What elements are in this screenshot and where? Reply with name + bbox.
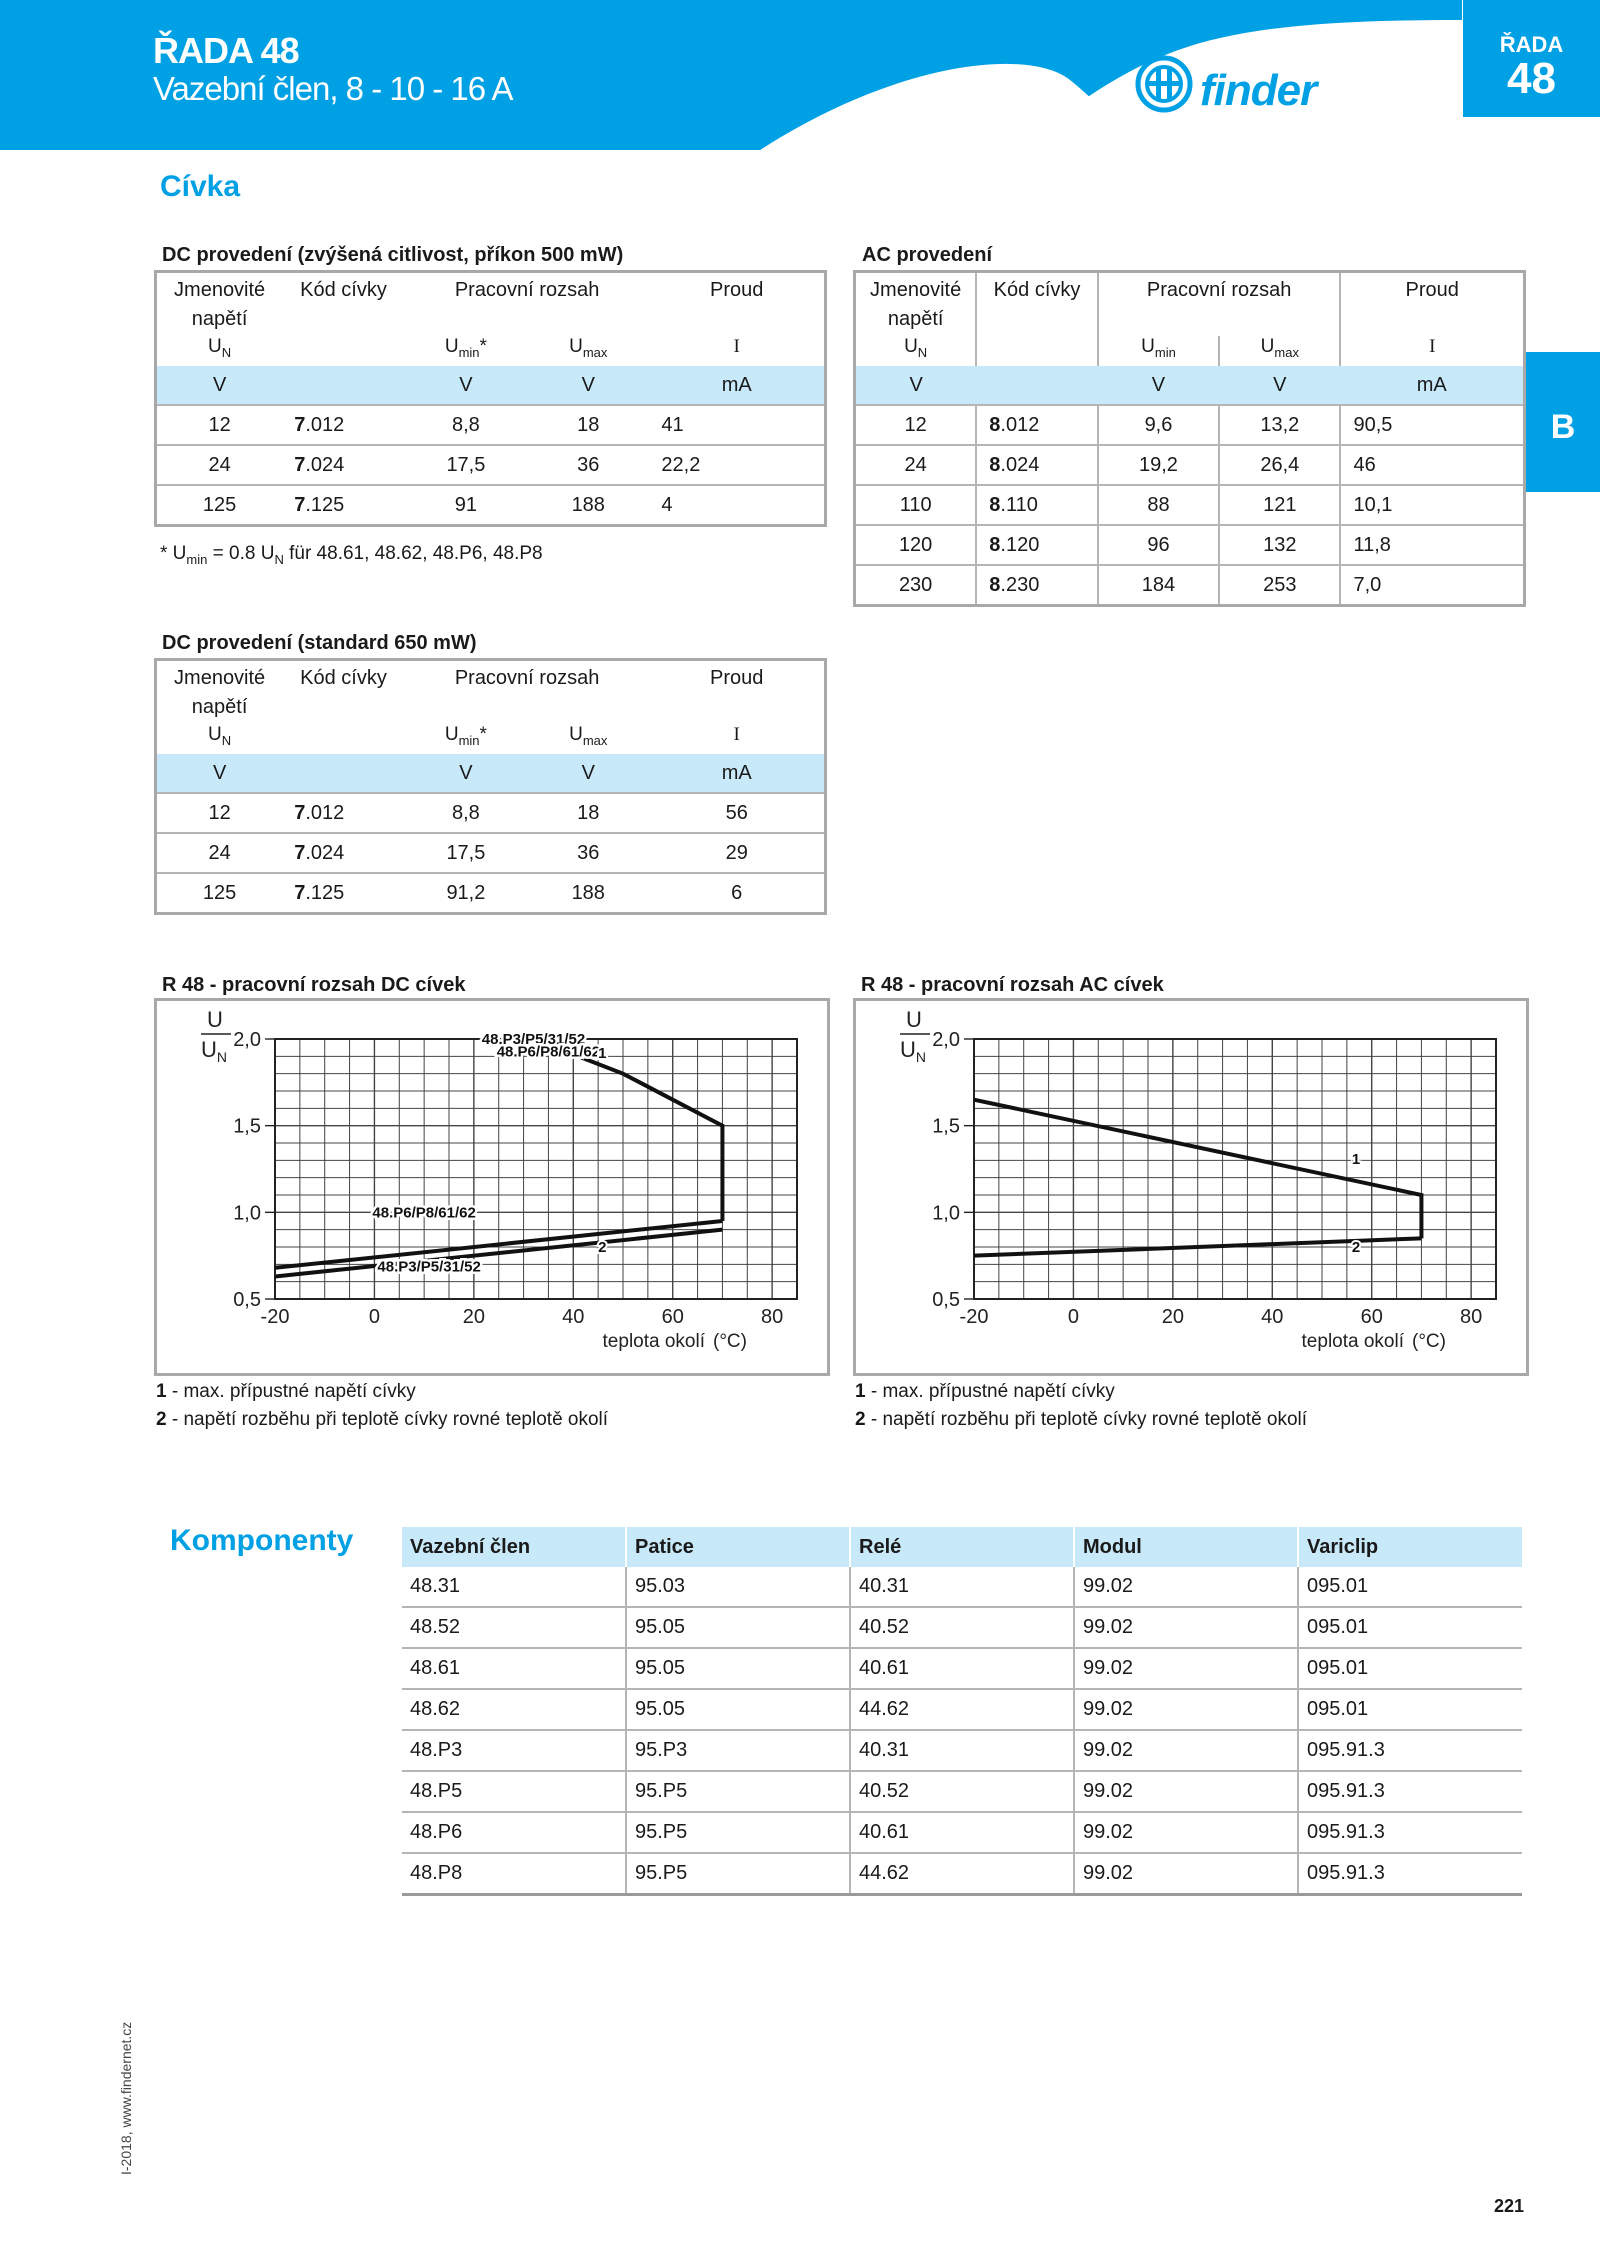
table-cell: 48.52 <box>402 1607 626 1648</box>
cell-un: 24 <box>855 445 977 485</box>
sym-i: I <box>733 724 740 745</box>
table-cell: 44.62 <box>850 1689 1074 1730</box>
dc-chart-legend <box>156 1378 608 1434</box>
cell-umax: 18 <box>527 793 649 833</box>
x-tick-label: 40 <box>562 1306 585 1328</box>
table-cell: 48.P5 <box>402 1771 626 1812</box>
unit-v: V <box>156 366 283 405</box>
sym-umin: $U_{min}$ <box>1098 336 1219 366</box>
table-cell: 40.52 <box>850 1771 1074 1812</box>
series-tab <box>1463 0 1600 117</box>
ac-chart-title: R 48 - pracovní rozsah AC cívek <box>861 974 1164 996</box>
table-cell: 99.02 <box>1074 1567 1298 1607</box>
table-cell: 48.61 <box>402 1648 626 1689</box>
unit-v: V <box>405 754 527 793</box>
cell-i: 41 <box>649 405 825 445</box>
table-row <box>402 1730 1522 1771</box>
cell-umin: 8,8 <box>405 793 527 833</box>
components-col-header: Variclip <box>1298 1527 1522 1567</box>
dc-chart-title: R 48 - pracovní rozsah DC cívek <box>162 974 466 996</box>
series-title: ŘADA 48 <box>153 30 299 71</box>
table-cell: 95.P5 <box>626 1812 850 1853</box>
cell-i: 6 <box>649 873 825 914</box>
table-cell: 40.52 <box>850 1607 1074 1648</box>
section-title-coil: Cívka <box>160 170 241 203</box>
side-tab-b: B <box>1526 352 1600 492</box>
legend-item-2: 2 - napětí rozběhu při teplotě cívky rovné teplotě okolí <box>855 1409 1308 1430</box>
cell-umax: 18 <box>527 405 649 445</box>
x-tick-label: 80 <box>761 1306 784 1328</box>
sym-umax: $U_{max}$ <box>569 724 608 748</box>
table-row <box>855 445 1525 485</box>
y-tick-label: 0,5 <box>932 1289 960 1311</box>
dc-sensitive-note: * $U_{min} = 0.8$ $U_N$ für 48.61, 48.62, 48.P6, 48.P8 <box>160 543 543 567</box>
sym-umax: $U_{max}$ <box>569 336 608 360</box>
cell-umax: 36 <box>527 445 649 485</box>
plot-border <box>974 1039 1496 1299</box>
ac-range-chart <box>856 1001 1526 1373</box>
unit-v: V <box>1219 366 1340 405</box>
table-cell: 095.01 <box>1298 1607 1522 1648</box>
table-cell: 95.03 <box>626 1567 850 1607</box>
sym-umin: $U_{min}*$ <box>444 724 487 748</box>
chart-annotation: 48.P3/P5/31/52 <box>377 1258 481 1276</box>
table-cell: 95.05 <box>626 1648 850 1689</box>
hdr-coil-code: Kód cívky <box>976 272 1098 337</box>
cell-code: 7.024 <box>282 833 405 873</box>
chart-annotation: 2 <box>598 1239 607 1257</box>
table-cell: 95.P5 <box>626 1771 850 1812</box>
cell-i: 90,5 <box>1340 405 1524 445</box>
table-cell: 99.02 <box>1074 1607 1298 1648</box>
cell-umin: 91 <box>405 485 527 526</box>
table-row <box>402 1853 1522 1895</box>
table-row <box>156 873 826 914</box>
table-cell: 48.P8 <box>402 1853 626 1895</box>
cell-umax: 26,4 <box>1219 445 1340 485</box>
cell-umin: 9,6 <box>1098 405 1219 445</box>
finder-logo-icon <box>1134 54 1194 114</box>
hdr-nominal-voltage: Jmenovité napětí <box>870 279 962 330</box>
table-cell: 95.05 <box>626 1607 850 1648</box>
hdr-working-range: Pracovní rozsah <box>1098 272 1341 337</box>
x-tick-label: 60 <box>661 1306 684 1328</box>
unit-ma: mA <box>1340 366 1524 405</box>
cell-code: 8.120 <box>976 525 1098 565</box>
hdr-working-range: Pracovní rozsah <box>454 279 600 301</box>
table-row <box>855 565 1525 606</box>
table-cell: 095.91.3 <box>1298 1812 1522 1853</box>
table-cell: 40.31 <box>850 1730 1074 1771</box>
cell-code: 7.125 <box>282 873 405 914</box>
ac-chart-frame <box>853 998 1529 1376</box>
sym-un: $U_N$ <box>208 724 232 748</box>
hdr-nominal-voltage: Jmenovité napětí <box>174 279 266 330</box>
table-cell: 40.61 <box>850 1812 1074 1853</box>
series-subtitle: Vazební člen, 8 - 10 - 16 A <box>153 70 513 107</box>
dc-range-chart <box>157 1001 827 1373</box>
sym-un: $U_N$ <box>208 336 232 360</box>
cell-umin: 19,2 <box>1098 445 1219 485</box>
ac-title: AC provedení <box>862 244 993 266</box>
cell-code: 7.125 <box>282 485 405 526</box>
components-col-header: Patice <box>626 1527 850 1567</box>
table-cell: 48.62 <box>402 1689 626 1730</box>
table-row <box>156 833 826 873</box>
cell-umax: 121 <box>1219 485 1340 525</box>
cell-i: 7,0 <box>1340 565 1524 606</box>
cell-code: 8.024 <box>976 445 1098 485</box>
components-col-header: Relé <box>850 1527 1074 1567</box>
x-axis-unit: (°C) <box>1412 1331 1446 1352</box>
unit-v: V <box>1098 366 1219 405</box>
table-row <box>156 485 826 526</box>
unit-v: V <box>405 366 527 405</box>
chart-annotation: 48.P6/P8/61/62 <box>496 1043 601 1061</box>
x-axis-label: teplota okolí <box>1301 1331 1404 1352</box>
cell-code: 7.024 <box>282 445 405 485</box>
cell-umin: 8,8 <box>405 405 527 445</box>
components-col-header: Modul <box>1074 1527 1298 1567</box>
cell-code: 8.110 <box>976 485 1098 525</box>
unit-v: V <box>527 366 649 405</box>
cell-un: 110 <box>855 485 977 525</box>
y-axis-denominator: $U_N$ <box>201 1037 228 1065</box>
x-tick-label: 0 <box>1067 1306 1079 1328</box>
series-tab-word: ŘADA <box>1499 32 1564 57</box>
table-cell: 095.91.3 <box>1298 1771 1522 1812</box>
x-tick-label: 80 <box>1460 1306 1483 1328</box>
table-cell: 48.P6 <box>402 1812 626 1853</box>
dc-sensitive-title: DC provedení (zvýšená citlivost, příkon 500 mW) <box>162 244 624 266</box>
cell-i: 56 <box>649 793 825 833</box>
x-tick-label: 60 <box>1360 1306 1383 1328</box>
table-cell: 95.P5 <box>626 1853 850 1895</box>
table-row <box>402 1648 1522 1689</box>
cell-umin: 17,5 <box>405 833 527 873</box>
chart-annotation: 48.P3/P5/31/52 <box>481 1031 586 1049</box>
table-cell: 40.61 <box>850 1648 1074 1689</box>
legend-item-1: 1 - max. přípustné napětí cívky <box>855 1381 1115 1402</box>
cell-un: 125 <box>156 485 283 526</box>
table-cell: 99.02 <box>1074 1730 1298 1771</box>
brand-logo-text: finder <box>1200 66 1317 115</box>
cell-umax: 188 <box>527 485 649 526</box>
table-row <box>156 405 826 445</box>
dc-standard-table <box>154 658 827 915</box>
cell-un: 12 <box>156 405 283 445</box>
y-tick-label: 1,5 <box>932 1115 960 1138</box>
table-cell: 95.05 <box>626 1689 850 1730</box>
y-tick-label: 1,5 <box>233 1115 261 1138</box>
cell-i: 4 <box>649 485 825 526</box>
cell-umax: 253 <box>1219 565 1340 606</box>
hdr-working-range: Pracovní rozsah <box>454 667 600 689</box>
x-axis-unit: (°C) <box>713 1331 747 1352</box>
cell-umin: 17,5 <box>405 445 527 485</box>
cell-un: 125 <box>156 873 283 914</box>
section-title-components: Komponenty <box>170 1524 354 1557</box>
table-row <box>855 525 1525 565</box>
table-cell: 44.62 <box>850 1853 1074 1895</box>
unit-v: V <box>855 366 977 405</box>
cell-umax: 36 <box>527 833 649 873</box>
table-cell: 48.31 <box>402 1567 626 1607</box>
table-cell: 40.31 <box>850 1567 1074 1607</box>
table-cell: 99.02 <box>1074 1853 1298 1895</box>
table-cell: 095.01 <box>1298 1567 1522 1607</box>
y-tick-label: 2,0 <box>233 1029 261 1051</box>
dc-sensitive-table <box>154 270 827 527</box>
table-cell: 99.02 <box>1074 1812 1298 1853</box>
cell-un: 230 <box>855 565 977 606</box>
cell-umin: 96 <box>1098 525 1219 565</box>
table-cell: 99.02 <box>1074 1648 1298 1689</box>
y-tick-label: 1,0 <box>233 1202 261 1225</box>
hdr-coil-code: Kód cívky <box>300 667 387 689</box>
y-axis-numerator: U <box>906 1007 922 1032</box>
cell-umax: 188 <box>527 873 649 914</box>
hdr-current: Proud <box>710 279 764 301</box>
table-row <box>855 485 1525 525</box>
footer-side-text: I-2018, www.findernet.cz <box>118 2021 134 2175</box>
cell-un: 12 <box>156 793 283 833</box>
table-row <box>402 1771 1522 1812</box>
table-cell: 095.91.3 <box>1298 1730 1522 1771</box>
table-row <box>402 1567 1522 1607</box>
table-row <box>402 1607 1522 1648</box>
cell-i: 11,8 <box>1340 525 1524 565</box>
series-tab-number: 48 <box>1507 54 1556 103</box>
hdr-coil-code: Kód cívky <box>300 279 387 301</box>
x-tick-label: -20 <box>959 1306 989 1328</box>
ac-chart-legend <box>855 1378 1307 1434</box>
cell-code: 8.230 <box>976 565 1098 606</box>
chart-annotation: 48.P6/P8/61/62 <box>372 1204 476 1222</box>
cell-code: 7.012 <box>282 405 405 445</box>
y-axis-denominator: $U_N$ <box>900 1037 927 1065</box>
x-tick-label: -20 <box>260 1306 290 1328</box>
cell-i: 29 <box>649 833 825 873</box>
y-axis-numerator: U <box>207 1007 223 1032</box>
table-row <box>855 405 1525 445</box>
x-tick-label: 0 <box>368 1306 380 1328</box>
hdr-current: Proud <box>710 667 764 689</box>
table-cell: 99.02 <box>1074 1689 1298 1730</box>
cell-umin: 91,2 <box>405 873 527 914</box>
y-tick-label: 1,0 <box>932 1202 960 1225</box>
cell-un: 24 <box>156 445 283 485</box>
hdr-current: Proud <box>1340 272 1524 337</box>
table-row <box>156 445 826 485</box>
y-tick-label: 2,0 <box>932 1029 960 1051</box>
cell-umax: 132 <box>1219 525 1340 565</box>
unit-v: V <box>527 754 649 793</box>
x-tick-label: 20 <box>462 1306 485 1328</box>
ac-table <box>853 270 1526 607</box>
components-col-header: Vazební člen <box>402 1527 626 1567</box>
chart-annotation: 2 <box>1351 1239 1361 1257</box>
cell-i: 22,2 <box>649 445 825 485</box>
table-row <box>402 1689 1522 1730</box>
unit-ma: mA <box>649 754 825 793</box>
table-row <box>402 1812 1522 1853</box>
cell-umax: 13,2 <box>1219 405 1340 445</box>
cell-un: 120 <box>855 525 977 565</box>
y-tick-label: 0,5 <box>233 1289 261 1311</box>
page-number: 221 <box>1494 2196 1525 2216</box>
chart-annotation: 1 <box>1351 1150 1361 1168</box>
table-cell: 095.01 <box>1298 1648 1522 1689</box>
legend-item-2: 2 - napětí rozběhu při teplotě cívky rovné teplotě okolí <box>156 1409 609 1430</box>
x-tick-label: 20 <box>1161 1306 1184 1328</box>
dc-standard-title: DC provedení (standard 650 mW) <box>162 632 477 654</box>
table-cell: 48.P3 <box>402 1730 626 1771</box>
table-row <box>156 793 826 833</box>
cell-code: 7.012 <box>282 793 405 833</box>
table-cell: 95.P3 <box>626 1730 850 1771</box>
cell-umin: 184 <box>1098 565 1219 606</box>
unit-v: V <box>156 754 283 793</box>
components-table <box>402 1527 1522 1896</box>
cell-un: 24 <box>156 833 283 873</box>
x-axis-label: teplota okolí <box>602 1331 705 1352</box>
sym-i: I <box>1340 336 1524 366</box>
sym-umin: $U_{min}*$ <box>444 336 487 360</box>
table-cell: 99.02 <box>1074 1771 1298 1812</box>
sym-i: I <box>733 336 740 357</box>
legend-item-1: 1 - max. přípustné napětí cívky <box>156 1381 416 1402</box>
table-cell: 095.91.3 <box>1298 1853 1522 1895</box>
hdr-nominal-voltage: Jmenovité napětí <box>174 667 266 718</box>
sym-umax: $U_{max}$ <box>1219 336 1340 366</box>
dc-chart-frame <box>154 998 830 1376</box>
cell-umin: 88 <box>1098 485 1219 525</box>
x-tick-label: 40 <box>1261 1306 1284 1328</box>
unit-ma: mA <box>649 366 825 405</box>
cell-i: 46 <box>1340 445 1524 485</box>
cell-i: 10,1 <box>1340 485 1524 525</box>
cell-code: 8.012 <box>976 405 1098 445</box>
chart-annotation: 1 <box>598 1045 607 1063</box>
table-cell: 095.01 <box>1298 1689 1522 1730</box>
sym-un: $U_N$ <box>904 336 928 360</box>
cell-un: 12 <box>855 405 977 445</box>
